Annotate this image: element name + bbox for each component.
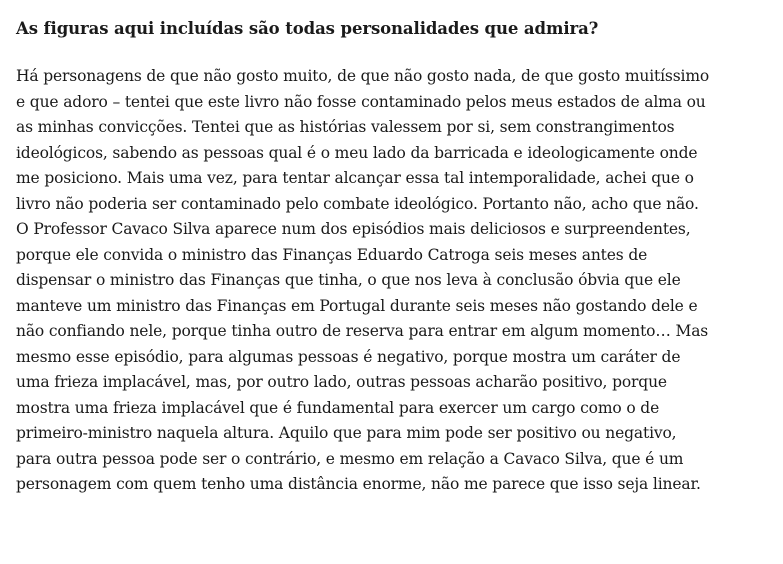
answer-line: e que adoro – tentei que este livro não fosse contaminado pelos meus estados de alma ou	[16, 92, 706, 111]
answer-line: mesmo esse episódio, para algumas pessoas é negativo, porque mostra um caráter de	[16, 347, 681, 366]
interview-answer	[16, 64, 772, 498]
answer-line: Há personagens de que não gosto muito, de que não gosto nada, de que gosto muitíssimo	[16, 67, 710, 85]
answer-line: me posiciono. Mais uma vez, para tentar alcançar essa tal intemporalidade, achei que o	[16, 169, 694, 187]
answer-line: manteve um ministro das Finanças em Portugal durante seis meses não gostando dele e	[16, 296, 698, 315]
answer-line: uma frieza implacável, mas, por outro lado, outras pessoas acharão positivo, porque	[16, 373, 667, 391]
article-body	[16, 0, 772, 498]
answer-line: livro não poderia ser contaminado pelo combate ideológico. Portanto não, acho que não.	[16, 194, 699, 213]
answer-line: primeiro-ministro naquela altura. Aquilo que para mim pode ser positivo ou negativo,	[16, 424, 677, 442]
answer-line: as minhas convicções. Tentei que as histórias valessem por si, sem constrangimentos	[16, 118, 675, 136]
answer-line: porque ele convida o ministro das Finanças Eduardo Catroga seis meses antes de	[16, 245, 648, 264]
answer-line: personagem com quem tenho uma distância enorme, não me parece que isso seja linear.	[16, 475, 701, 493]
answer-line: mostra uma frieza implacável que é fundamental para exercer um cargo como o de	[16, 398, 660, 417]
answer-line: ideológicos, sabendo as pessoas qual é o meu lado da barricada e ideologicamente onde	[16, 143, 698, 162]
answer-line: O Professor Cavaco Silva aparece num dos episódios mais deliciosos e surpreendentes,	[16, 220, 691, 238]
answer-line: para outra pessoa pode ser o contrário, e mesmo em relação a Cavaco Silva, que é um	[16, 449, 684, 468]
answer-line: dispensar o ministro das Finanças que tinha, o que nos leva à conclusão óbvia que ele	[16, 271, 681, 289]
answer-line: não confiando nele, porque tinha outro de reserva para entrar em algum momento… Mas	[16, 322, 709, 340]
interview-question: As figuras aqui incluídas são todas personalidades que admira?	[16, 19, 599, 38]
